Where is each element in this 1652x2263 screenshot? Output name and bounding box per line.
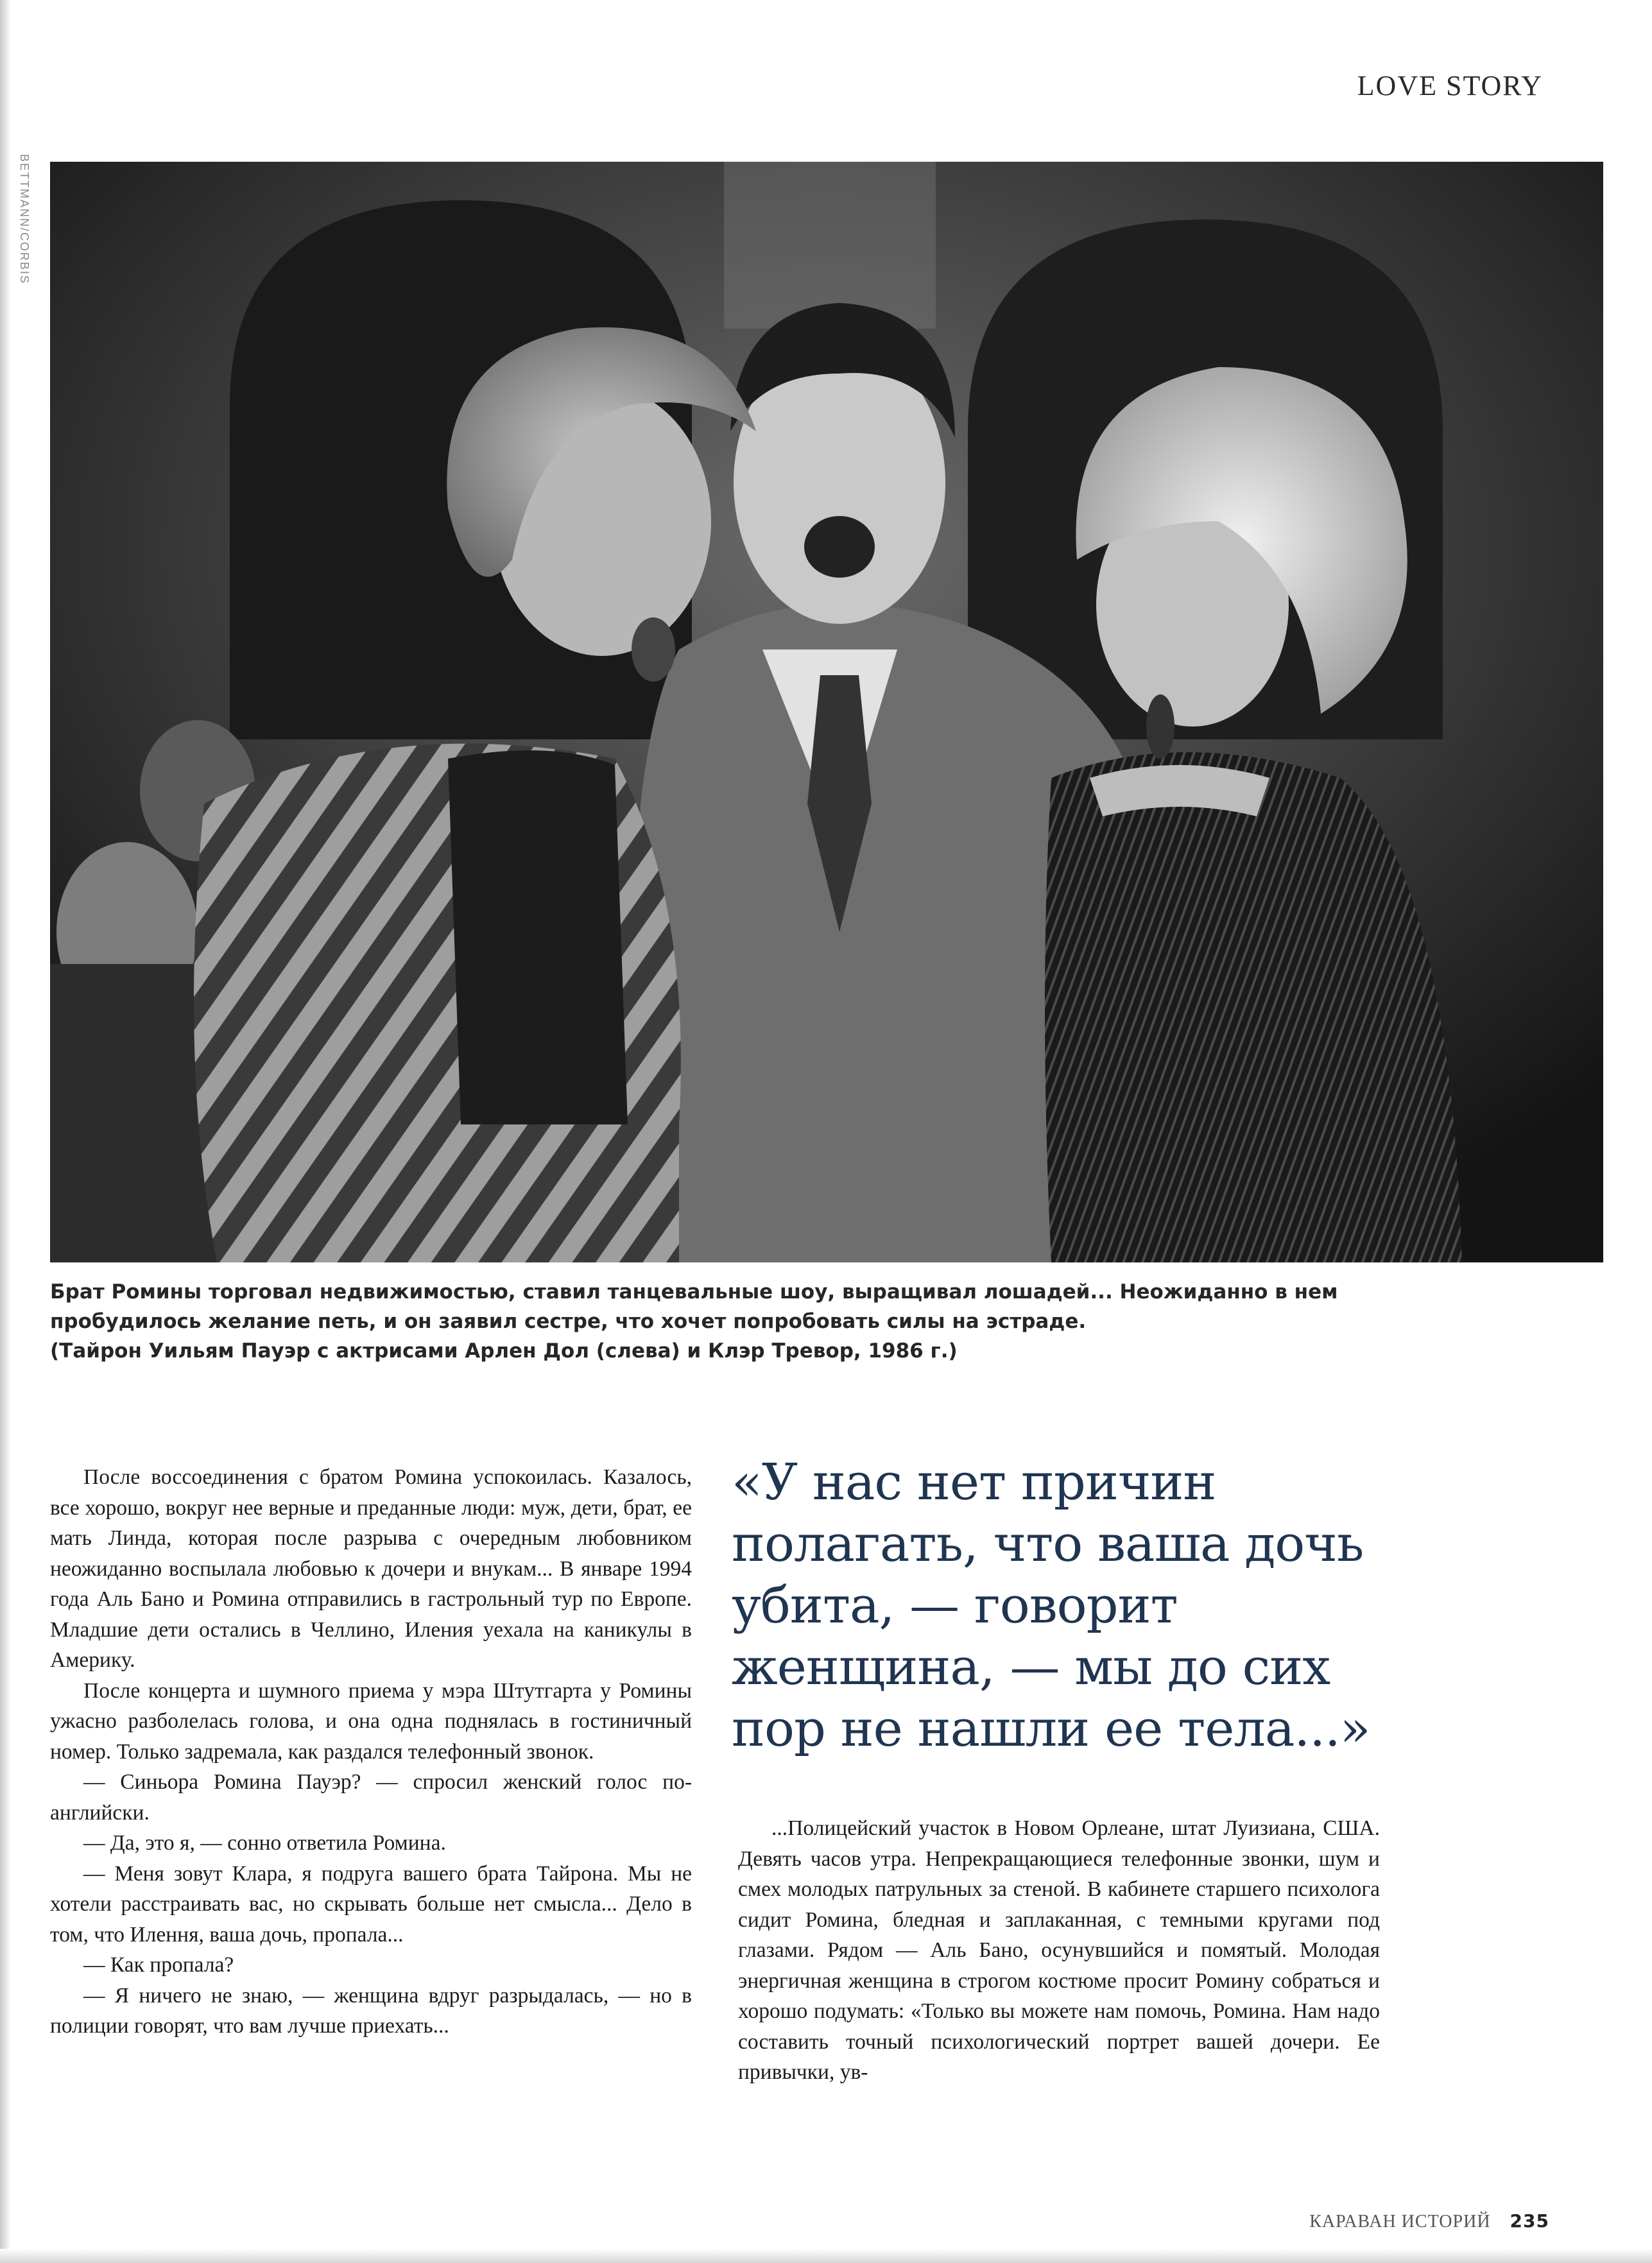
paragraph: После концерта и шумного приема у мэра Штутгарта у Ромины ужасно разболелась голова, и она одна поднялась в гостиничный номер. Только задремала, как раздался телефонный звонок. bbox=[50, 1678, 692, 1764]
paragraph: — Как пропала? bbox=[83, 1953, 234, 1977]
paragraph: ...Полицейский участок в Новом Орлеане, штат Луизиана, США. Девять часов утра. Непрекращающиеся телефонные звонки, шум и смех молодых патрульных за стеной. В кабинете старшего психолога сидит Ромина, бледная и заплаканная, с темными кругами под глазами. Рядом — Аль Бано, осунувшийся и помятый. Молодая энергичная женщина в строгом костюме просит Ромину собраться и хорошо подумать: «Только вы можете нам помочь, Ромина. Нам надо составить точный психологический портрет вашей дочери. Ее привычки, ув- bbox=[738, 1816, 1380, 2084]
page-footer bbox=[1309, 2210, 1549, 2232]
pull-quote: «У нас нет причин полагать, что ваша дочь убита, — говорит женщина, — мы до сих пор не нашли ее тела...» bbox=[732, 1454, 1370, 1758]
page-bottom-edge bbox=[0, 2249, 1652, 2263]
caption-line: Брат Ромины торговал недвижимостью, ставил танцевальные шоу, выращивал лошадей... Неожиданно в нем bbox=[50, 1280, 1338, 1304]
article-right-column bbox=[738, 1813, 1380, 2088]
paragraph: — Да, это я, — сонно ответила Ромина. bbox=[83, 1831, 446, 1855]
paragraph: — Меня зовут Клара, я подруга вашего брата Тайрона. Мы не хотели расстраивать вас, но скрывать больше нет смысла... Дело в том, что Илення, ваша дочь, пропала... bbox=[50, 1861, 692, 1947]
caption-line: (Тайрон Уильям Пауэр с актрисами Арлен Дол (слева) и Клэр Тревор, 1986 г.) bbox=[50, 1339, 958, 1363]
paragraph: — Синьора Ромина Пауэр? — спросил женский голос по-английски. bbox=[50, 1770, 692, 1825]
photo-credit: BETTMANN/CORBIS bbox=[18, 154, 31, 285]
article-left-column bbox=[50, 1462, 692, 2042]
page-edge bbox=[0, 0, 12, 2263]
magazine-name: КАРАВАН ИСТОРИЙ bbox=[1309, 2212, 1491, 2232]
caption-line: пробудилось желание петь, и он заявил сестре, что хочет попробовать силы на эстраде. bbox=[50, 1310, 1087, 1333]
photo-illustration bbox=[50, 162, 1603, 1262]
paragraph: — Я ничего не знаю, — женщина вдруг разрыдалась, — но в полиции говорят, что вам лучше приехать... bbox=[50, 1983, 692, 2038]
photo-caption bbox=[50, 1277, 1411, 1366]
section-label: LOVE STORY bbox=[1357, 70, 1543, 101]
page-number: 235 bbox=[1510, 2210, 1549, 2232]
photo bbox=[50, 162, 1603, 1262]
paragraph: После воссоединения с братом Ромина успокоилась. Казалось, все хорошо, вокруг нее верные и преданные люди: муж, дети, брат, ее мать Линда, которая после разрыва с очередным любовником неожиданно воспылала любовью к дочери и внукам... В январе 1994 года Аль Бано и Ромина отправились в гастрольный тур по Европе. Младшие дети остались в Челлино, Иления уехала на каникулы в Америку. bbox=[50, 1465, 692, 1672]
